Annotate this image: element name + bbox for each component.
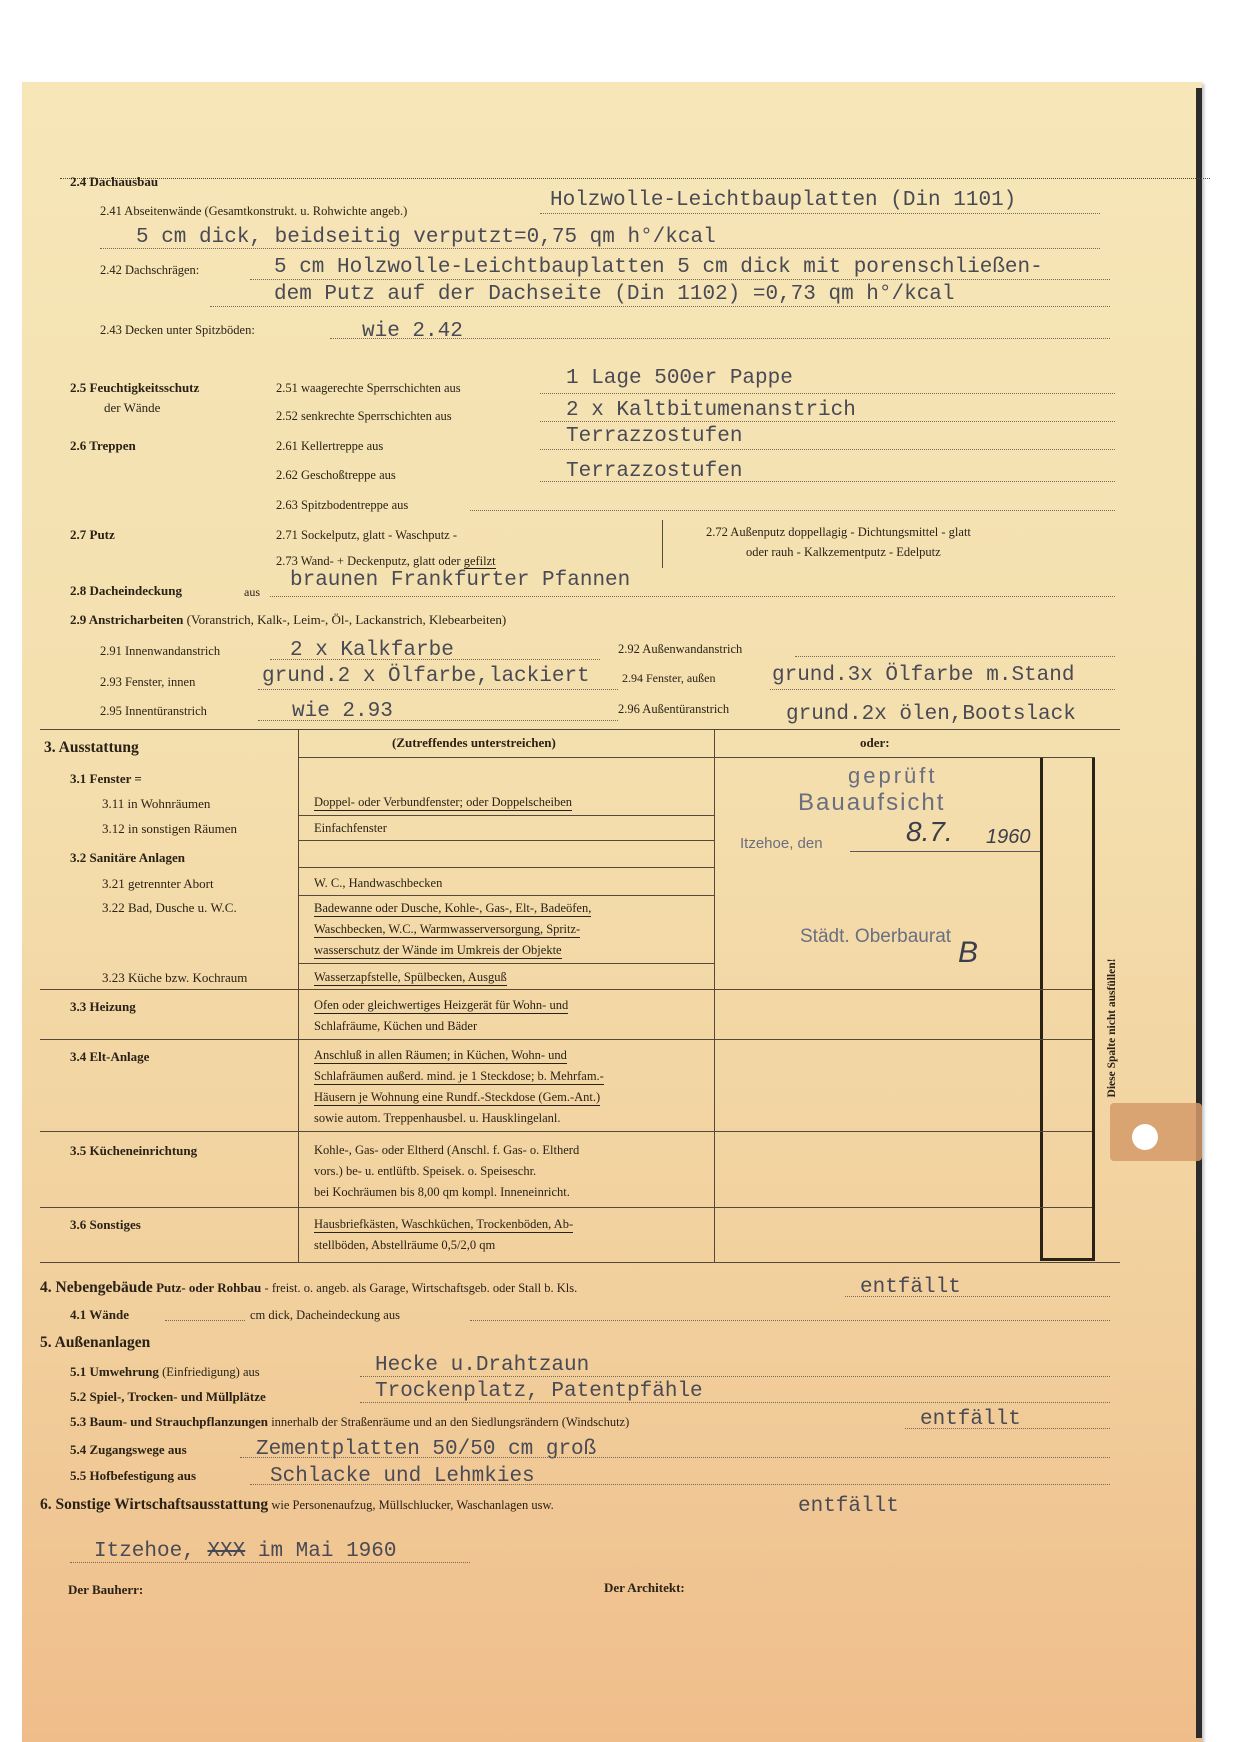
section-2-9-title: 2.9 Anstricharbeiten bbox=[70, 612, 184, 627]
footer-line bbox=[70, 1562, 470, 1563]
column-header-oder: oder: bbox=[860, 735, 890, 750]
line-2-41b bbox=[100, 248, 1100, 249]
value-6: entfällt bbox=[798, 1495, 899, 1518]
label-2-96: 2.96 Außentüranstrich bbox=[618, 702, 730, 716]
value-2-42-line2: dem Putz auf der Dachseite (Din 1102) =0,73 qm h°/kcal bbox=[274, 283, 955, 306]
footer-struck: XXX bbox=[207, 1540, 246, 1563]
label-2-73-underlined: gefilzt bbox=[463, 554, 496, 568]
line-4-1a bbox=[165, 1320, 245, 1321]
label-4-1: 4.1 Wände bbox=[70, 1307, 129, 1322]
value-2-94: grund.3x Ölfarbe m.Stand bbox=[772, 664, 1075, 687]
section-2-8-aus: aus bbox=[244, 585, 260, 599]
value-3-6-line2: stellböden, Abstellräume 0,5/2,0 qm bbox=[314, 1238, 496, 1252]
label-2-63: 2.63 Spitzbodentreppe aus bbox=[276, 498, 409, 512]
signature-bauherr-label: Der Bauherr: bbox=[68, 1582, 144, 1597]
label-2-72-line1: 2.72 Außenputz doppellagig - Dichtungsmittel - glatt bbox=[706, 525, 971, 539]
value-5-3: entfällt bbox=[920, 1408, 1021, 1431]
value-2-95: wie 2.93 bbox=[292, 700, 393, 723]
line-5-5 bbox=[250, 1484, 1110, 1485]
label-2-92: 2.92 Außenwandanstrich bbox=[618, 642, 743, 656]
value-2-61: Terrazzostufen bbox=[566, 425, 743, 448]
label-5-1-note: (Einfriedigung) aus bbox=[162, 1365, 260, 1379]
line-4 bbox=[845, 1296, 1110, 1297]
value-3-22-line3: wasserschutz der Wände im Umkreis der Objekte bbox=[314, 943, 562, 957]
stamp-oberbaurat: Städt. Oberbaurat bbox=[800, 926, 952, 947]
value-4: entfällt bbox=[860, 1276, 961, 1299]
row-rule-3-5 bbox=[40, 1207, 1092, 1208]
value-3-22-line1: Badewanne oder Dusche, Kohle-, Gas-, Elt-, Badeöfen, bbox=[314, 901, 592, 915]
line-2-93 bbox=[258, 689, 618, 690]
label-2-42: 2.42 Dachschrägen: bbox=[100, 263, 200, 277]
value-3-3-line1: Ofen oder gleichwertiges Heizgerät für Wohn- und bbox=[314, 998, 569, 1012]
line-5-1 bbox=[360, 1376, 1110, 1377]
value-3-4-line1: Anschluß in allen Räumen; in Küchen, Wohn- und bbox=[314, 1048, 567, 1062]
line-2-92 bbox=[795, 656, 1115, 657]
value-2-41-line1: Holzwolle-Leichtbauplatten (Din 1101) bbox=[550, 189, 1017, 212]
label-3-23: 3.23 Küche bzw. Kochraum bbox=[102, 970, 248, 985]
value-2-43: wie 2.42 bbox=[362, 320, 463, 343]
stamp-bauaufsicht: Bauaufsicht bbox=[798, 789, 946, 816]
table-bottom-rule bbox=[40, 1262, 1120, 1263]
value-2-42-line1: 5 cm Holzwolle-Leichtbauplatten 5 cm dick mit porenschließen- bbox=[274, 256, 1043, 279]
stamp-date: 8.7. bbox=[906, 816, 953, 847]
section-2-9-heading bbox=[70, 612, 506, 628]
value-2-52: 2 x Kaltbitumenanstrich bbox=[566, 399, 856, 422]
section-2-9-note: (Voranstrich, Kalk-, Leim-, Öl-, Lackanstrich, Klebearbeiten) bbox=[186, 612, 507, 627]
value-3-3-line2: Schlafräume, Küchen und Bäder bbox=[314, 1019, 478, 1033]
section-3-heading: 3. Ausstattung bbox=[44, 739, 139, 756]
table-header-rule bbox=[298, 757, 1095, 758]
label-2-43: 2.43 Decken unter Spitzböden: bbox=[100, 323, 255, 337]
label-2-94: 2.94 Fenster, außen bbox=[622, 671, 716, 685]
label-2-73 bbox=[276, 553, 496, 569]
stamp-signature: B bbox=[958, 936, 979, 969]
label-2-93: 2.93 Fenster, innen bbox=[100, 675, 196, 689]
line-2-51 bbox=[540, 393, 1115, 394]
line-2-63 bbox=[470, 510, 1115, 511]
label-5-2: 5.2 Spiel-, Trocken- und Müllplätze bbox=[70, 1389, 266, 1404]
label-5-1 bbox=[70, 1364, 260, 1380]
section-4-subtitle: Putz- oder Rohbau bbox=[156, 1280, 262, 1295]
value-3-5-line2: vors.) be- u. entlüftb. Speisek. o. Speiseschr. bbox=[314, 1164, 537, 1178]
row-rule-3-12 bbox=[298, 840, 714, 841]
label-2-73-text: 2.73 Wand- + Deckenputz, glatt oder bbox=[276, 554, 464, 568]
value-3-11: Doppel- oder Verbundfenster; oder Doppelscheiben bbox=[314, 795, 573, 809]
table-top-rule bbox=[40, 729, 1120, 730]
row-rule-3-21 bbox=[298, 895, 714, 896]
line-2-94 bbox=[770, 689, 1115, 690]
value-2-8: braunen Frankfurter Pfannen bbox=[290, 569, 631, 592]
line-2-42 bbox=[250, 279, 1110, 280]
value-3-21: W. C., Handwaschbecken bbox=[314, 876, 443, 890]
label-5-5: 5.5 Hofbefestigung aus bbox=[70, 1468, 197, 1483]
line-5-4 bbox=[240, 1457, 1110, 1458]
value-2-41-line2: 5 cm dick, beidseitig verputzt=0,75 qm h°/kcal bbox=[136, 226, 716, 249]
section-6-title: 6. Sonstige Wirtschaftsausstattung bbox=[40, 1496, 269, 1513]
line-5-2 bbox=[360, 1402, 1110, 1403]
table-right-border bbox=[1092, 757, 1095, 1259]
value-3-5-line1: Kohle-, Gas- oder Eltherd (Anschl. f. Gas- o. Eltherd bbox=[314, 1143, 580, 1157]
label-3-21: 3.21 getrennter Abort bbox=[102, 876, 214, 891]
label-5-4: 5.4 Zugangswege aus bbox=[70, 1442, 187, 1457]
value-3-22-line2: Waschbecken, W.C., Warmwasserversorgung, Spritz- bbox=[314, 922, 581, 936]
value-5-2: Trockenplatz, Patentpfähle bbox=[375, 1380, 703, 1403]
value-3-12: Einfachfenster bbox=[314, 821, 387, 835]
section-4-note: - freist. o. angeb. als Garage, Wirtschaftsgeb. oder Stall b. Kls. bbox=[264, 1281, 578, 1295]
line-2-52 bbox=[540, 421, 1115, 422]
label-2-61: 2.61 Kellertreppe aus bbox=[276, 439, 384, 453]
line-2-41 bbox=[540, 213, 1100, 214]
section-3-5-heading: 3.5 Kücheneinrichtung bbox=[70, 1143, 198, 1158]
value-2-91: 2 x Kalkfarbe bbox=[290, 639, 454, 662]
label-3-22: 3.22 Bad, Dusche u. W.C. bbox=[102, 900, 237, 915]
row-rule-3-3 bbox=[40, 1039, 1092, 1040]
label-2-95: 2.95 Innentüranstrich bbox=[100, 704, 207, 718]
section-2-6-heading: 2.6 Treppen bbox=[70, 438, 136, 453]
line-2-43 bbox=[330, 338, 1110, 339]
section-2-5-subheading: der Wände bbox=[104, 400, 161, 415]
row-rule-3-4 bbox=[40, 1131, 1092, 1132]
label-3-11: 3.11 in Wohnräumen bbox=[102, 796, 211, 811]
value-5-4: Zementplatten 50/50 cm groß bbox=[256, 1438, 597, 1461]
label-2-62: 2.62 Geschoßtreppe aus bbox=[276, 468, 396, 482]
column-header-underline: (Zutreffendes unterstreichen) bbox=[392, 735, 556, 750]
section-3-1-heading: 3.1 Fenster = bbox=[70, 771, 142, 786]
section-4-title: 4. Nebengebäude bbox=[40, 1279, 153, 1296]
stamp-year: 1960 bbox=[986, 826, 1031, 848]
label-5-3 bbox=[70, 1414, 629, 1430]
table-last-rule bbox=[1040, 1258, 1095, 1261]
value-3-5-line3: bei Kochräumen bis 8,00 qm kompl. Inneneinricht. bbox=[314, 1185, 570, 1199]
label-2-41: 2.41 Abseitenwände (Gesamtkonstrukt. u. Rohwichte angeb.) bbox=[100, 204, 408, 218]
label-2-91: 2.91 Innenwandanstrich bbox=[100, 644, 221, 658]
line-2-91 bbox=[270, 659, 600, 660]
row-rule-3-2 bbox=[298, 867, 714, 868]
label-5-3-title: 5.3 Baum- und Strauchpflanzungen bbox=[70, 1414, 268, 1429]
stamp-itzehoe-den: Itzehoe, den bbox=[740, 835, 823, 852]
row-rule-3-11 bbox=[298, 815, 714, 816]
section-4-heading bbox=[40, 1280, 577, 1296]
value-5-5: Schlacke und Lehmkies bbox=[270, 1465, 535, 1488]
top-rule bbox=[60, 178, 1210, 179]
label-2-52: 2.52 senkrechte Sperrschichten aus bbox=[276, 409, 452, 423]
label-2-71: 2.71 Sockelputz, glatt - Waschputz - bbox=[276, 528, 458, 542]
section-2-4-heading: 2.4 Dachausbau bbox=[70, 174, 159, 189]
label-2-51: 2.51 waagerechte Sperrschichten aus bbox=[276, 381, 461, 395]
table-col-divider-1 bbox=[298, 729, 299, 1262]
table-col-divider-3 bbox=[1040, 757, 1043, 1259]
value-3-6-line1: Hausbriefkästen, Waschküchen, Trockenböden, Ab- bbox=[314, 1217, 574, 1231]
section-2-5-heading: 2.5 Feuchtigkeitsschutz bbox=[70, 380, 200, 395]
section-6-heading bbox=[40, 1497, 554, 1513]
section-2-7-heading: 2.7 Putz bbox=[70, 527, 115, 542]
row-rule-3-22 bbox=[298, 963, 714, 964]
line-2-95 bbox=[258, 720, 618, 721]
divider-2-72 bbox=[662, 520, 663, 568]
row-rule-3-23 bbox=[40, 989, 1092, 990]
line-2-42b bbox=[210, 306, 1110, 307]
label-5-1-title: 5.1 Umwehrung bbox=[70, 1364, 159, 1379]
signature-architekt-label: Der Architekt: bbox=[604, 1580, 685, 1595]
label-2-72-line2: oder rauh - Kalkzementputz - Edelputz bbox=[746, 545, 941, 559]
punch-hole bbox=[1132, 1124, 1158, 1150]
section-3-4-heading: 3.4 Elt-Anlage bbox=[70, 1049, 150, 1064]
section-6-note: wie Personenaufzug, Müllschlucker, Waschanlagen usw. bbox=[271, 1498, 554, 1512]
footer-place: Itzehoe, bbox=[94, 1540, 195, 1563]
line-5-3 bbox=[905, 1428, 1110, 1429]
line-4-1b bbox=[470, 1320, 1110, 1321]
value-2-62: Terrazzostufen bbox=[566, 460, 743, 483]
section-3-2-heading: 3.2 Sanitäre Anlagen bbox=[70, 850, 185, 865]
value-3-4-line3: Häusern je Wohnung eine Rundf.-Steckdose (Gem.-Ant.) bbox=[314, 1090, 601, 1104]
table-col-divider-2 bbox=[714, 729, 715, 1262]
page-edge-shadow bbox=[1196, 88, 1202, 1738]
column-note-do-not-fill: Diese Spalte nicht ausfüllen! bbox=[1106, 958, 1118, 1098]
value-3-4-line2: Schlafräumen außerd. mind. je 1 Steckdose; b. Mehrfam.- bbox=[314, 1069, 604, 1083]
section-5-heading: 5. Außenanlagen bbox=[40, 1334, 151, 1351]
line-2-61 bbox=[540, 449, 1115, 450]
label-4-1b: cm dick, Dacheindeckung aus bbox=[250, 1308, 400, 1322]
footer-place-date bbox=[94, 1540, 396, 1564]
value-5-1: Hecke u.Drahtzaun bbox=[375, 1354, 590, 1377]
footer-date: im Mai 1960 bbox=[257, 1540, 397, 1563]
section-3-6-heading: 3.6 Sonstiges bbox=[70, 1217, 141, 1232]
value-2-93: grund.2 x Ölfarbe,lackiert bbox=[262, 665, 590, 688]
stamp-geprueft: geprüft bbox=[848, 763, 938, 788]
line-2-62 bbox=[540, 481, 1115, 482]
value-3-4-line4: sowie autom. Treppenhausbel. u. Hausklingelanl. bbox=[314, 1111, 561, 1125]
label-5-3-note: innerhalb der Straßenräume und an den Siedlungsrändern (Windschutz) bbox=[271, 1415, 630, 1429]
line-2-8 bbox=[270, 596, 1115, 597]
value-2-51: 1 Lage 500er Pappe bbox=[566, 367, 793, 390]
section-3-3-heading: 3.3 Heizung bbox=[70, 999, 136, 1014]
value-3-23: Wasserzapfstelle, Spülbecken, Ausguß bbox=[314, 970, 507, 984]
label-3-12: 3.12 in sonstigen Räumen bbox=[102, 821, 238, 836]
section-2-8-heading: 2.8 Dacheindeckung bbox=[70, 583, 182, 598]
stamp-date-line bbox=[850, 851, 1040, 852]
value-2-96: grund.2x ölen,Bootslack bbox=[786, 703, 1076, 726]
